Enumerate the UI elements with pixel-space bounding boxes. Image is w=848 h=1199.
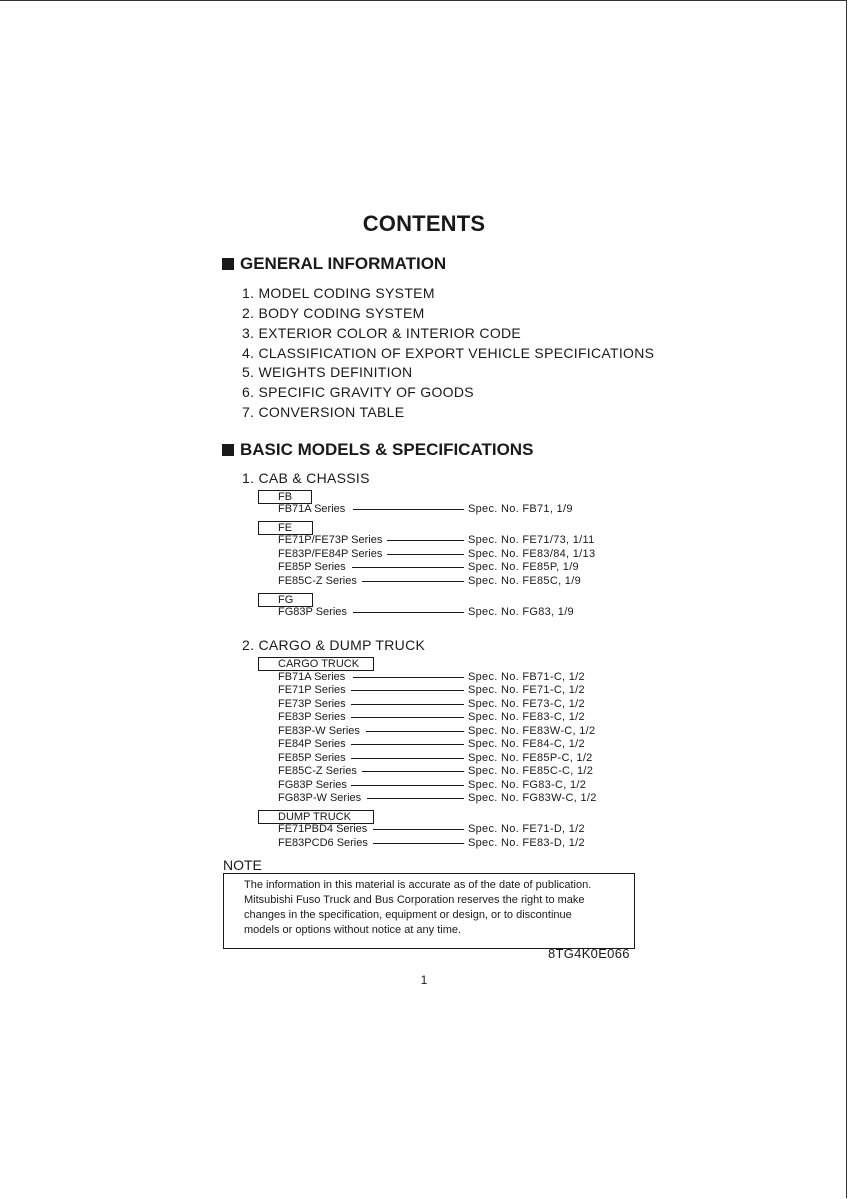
leader-line bbox=[353, 612, 464, 613]
leader-line bbox=[353, 677, 464, 678]
square-bullet-icon bbox=[222, 444, 234, 456]
spec-row[interactable] bbox=[278, 548, 638, 561]
spec-row[interactable] bbox=[278, 534, 638, 547]
series-name: FE85C-Z Series bbox=[278, 765, 357, 777]
document-code: 8TG4K0E066 bbox=[548, 946, 630, 961]
leader-line bbox=[351, 690, 464, 691]
general-information-heading bbox=[222, 254, 446, 274]
series-name: FE85C-Z Series bbox=[278, 575, 357, 587]
leader-line bbox=[351, 744, 464, 745]
leader-line bbox=[387, 554, 464, 555]
series-name: FE83P Series bbox=[278, 711, 346, 723]
spec-number: Spec. No. FE83-D, 1/2 bbox=[468, 837, 585, 849]
spec-number: Spec. No. FE83-C, 1/2 bbox=[468, 711, 585, 723]
series-name: FE83PCD6 Series bbox=[278, 837, 368, 849]
leader-line bbox=[353, 509, 464, 510]
leader-line bbox=[351, 758, 464, 759]
leader-line bbox=[362, 771, 464, 772]
spec-row[interactable] bbox=[278, 684, 638, 697]
group-label-fe: FE bbox=[258, 521, 313, 535]
spec-number: Spec. No. FE83W-C, 1/2 bbox=[468, 725, 596, 737]
toc-item-conversion-table[interactable]: 7. CONVERSION TABLE bbox=[242, 404, 405, 420]
series-name: FE71P Series bbox=[278, 684, 346, 696]
spec-number: Spec. No. FB71, 1/9 bbox=[468, 503, 573, 515]
note-heading: NOTE bbox=[223, 857, 262, 873]
spec-number: Spec. No. FE85C-C, 1/2 bbox=[468, 765, 594, 777]
spec-row[interactable] bbox=[278, 837, 638, 850]
spec-number: Spec. No. FE84-C, 1/2 bbox=[468, 738, 585, 750]
spec-number: Spec. No. FE83/84, 1/13 bbox=[468, 548, 596, 560]
spec-number: Spec. No. FE71-C, 1/2 bbox=[468, 684, 585, 696]
leader-line bbox=[351, 717, 464, 718]
toc-item-body-coding[interactable]: 2. BODY CODING SYSTEM bbox=[242, 305, 425, 321]
leader-line bbox=[351, 785, 464, 786]
spec-row[interactable] bbox=[278, 765, 638, 778]
note-line: changes in the specification, equipment or design, or to discontinue bbox=[244, 909, 572, 921]
group-label-fg: FG bbox=[258, 593, 313, 607]
series-name: FE71PBD4 Series bbox=[278, 823, 368, 835]
spec-row[interactable] bbox=[278, 575, 638, 588]
basic-models-heading bbox=[222, 440, 533, 460]
spec-row[interactable] bbox=[278, 725, 638, 738]
leader-line bbox=[373, 829, 464, 830]
leader-line bbox=[362, 581, 464, 582]
square-bullet-icon bbox=[222, 258, 234, 270]
page-title: CONTENTS bbox=[362, 211, 486, 236]
series-name: FB71A Series bbox=[278, 503, 346, 515]
toc-item-model-coding[interactable]: 1. MODEL CODING SYSTEM bbox=[242, 285, 435, 301]
series-name: FE85P Series bbox=[278, 752, 346, 764]
toc-item-cargo-dump[interactable]: 2. CARGO & DUMP TRUCK bbox=[242, 637, 426, 653]
leader-line bbox=[373, 843, 464, 844]
spec-number: Spec. No. FE85P-C, 1/2 bbox=[468, 752, 593, 764]
spec-number: Spec. No. FE71/73, 1/11 bbox=[468, 534, 595, 546]
spec-row[interactable] bbox=[278, 606, 638, 619]
series-name: FE83P/FE84P Series bbox=[278, 548, 383, 560]
series-name: FE73P Series bbox=[278, 698, 346, 710]
spec-row[interactable] bbox=[278, 752, 638, 765]
group-label-fb: FB bbox=[258, 490, 312, 504]
series-name: FB71A Series bbox=[278, 671, 346, 683]
leader-line bbox=[367, 798, 464, 799]
note-line: models or options without notice at any time. bbox=[244, 924, 462, 936]
spec-number: Spec. No. FE73-C, 1/2 bbox=[468, 698, 585, 710]
group-label-cargo-truck: CARGO TRUCK bbox=[258, 657, 374, 671]
general-heading-text: GENERAL INFORMATION bbox=[240, 254, 447, 273]
series-name: FG83P-W Series bbox=[278, 792, 362, 804]
spec-row[interactable] bbox=[278, 779, 638, 792]
series-name: FG83P Series bbox=[278, 779, 347, 791]
series-name: FE71P/FE73P Series bbox=[278, 534, 383, 546]
basic-heading-text: BASIC MODELS & SPECIFICATIONS bbox=[240, 440, 534, 459]
spec-row[interactable] bbox=[278, 561, 638, 574]
spec-number: Spec. No. FG83W-C, 1/2 bbox=[468, 792, 597, 804]
note-line: The information in this material is accurate as of the date of publication. bbox=[244, 879, 592, 891]
spec-number: Spec. No. FB71-C, 1/2 bbox=[468, 671, 585, 683]
toc-item-specific-gravity[interactable]: 6. SPECIFIC GRAVITY OF GOODS bbox=[242, 384, 474, 400]
leader-line bbox=[366, 731, 464, 732]
spec-number: Spec. No. FE71-D, 1/2 bbox=[468, 823, 585, 835]
series-name: FE85P Series bbox=[278, 561, 346, 573]
group-label-dump-truck: DUMP TRUCK bbox=[258, 810, 374, 824]
note-line: Mitsubishi Fuso Truck and Bus Corporation reserves the right to make bbox=[244, 894, 585, 906]
spec-number: Spec. No. FG83, 1/9 bbox=[468, 606, 574, 618]
spec-row[interactable] bbox=[278, 738, 638, 751]
spec-row[interactable] bbox=[278, 503, 638, 516]
page-number: 1 bbox=[420, 973, 428, 987]
series-name: FG83P Series bbox=[278, 606, 347, 618]
spec-row[interactable] bbox=[278, 792, 638, 805]
leader-line bbox=[352, 567, 464, 568]
spec-row[interactable] bbox=[278, 823, 638, 836]
toc-item-exterior-color[interactable]: 3. EXTERIOR COLOR & INTERIOR CODE bbox=[242, 325, 522, 341]
series-name: FE83P-W Series bbox=[278, 725, 360, 737]
toc-item-cab-chassis[interactable]: 1. CAB & CHASSIS bbox=[242, 470, 370, 486]
toc-item-classification[interactable]: 4. CLASSIFICATION OF EXPORT VEHICLE SPECIFICATIONS bbox=[242, 345, 655, 361]
spec-number: Spec. No. FG83-C, 1/2 bbox=[468, 779, 587, 791]
leader-line bbox=[387, 540, 464, 541]
spec-row[interactable] bbox=[278, 698, 638, 711]
spec-number: Spec. No. FE85P, 1/9 bbox=[468, 561, 579, 573]
spec-number: Spec. No. FE85C, 1/9 bbox=[468, 575, 581, 587]
spec-row[interactable] bbox=[278, 711, 638, 724]
leader-line bbox=[351, 704, 464, 705]
spec-row[interactable] bbox=[278, 671, 638, 684]
toc-item-weights[interactable]: 5. WEIGHTS DEFINITION bbox=[242, 364, 413, 380]
series-name: FE84P Series bbox=[278, 738, 346, 750]
note-box bbox=[223, 873, 635, 949]
